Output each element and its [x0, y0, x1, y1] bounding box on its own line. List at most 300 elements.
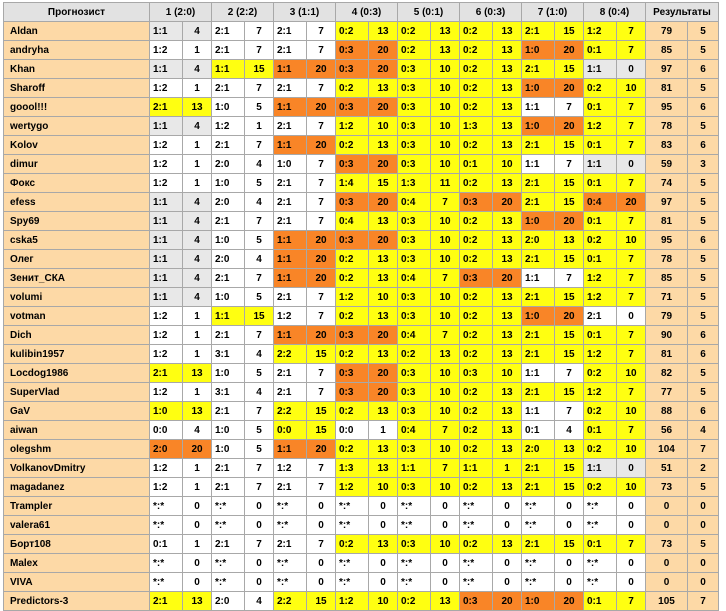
- prediction-score: 2:1: [274, 22, 307, 41]
- header-match-1: 1 (2:0): [150, 3, 212, 22]
- correct-count: 5: [688, 250, 719, 269]
- prediction-score: 0:2: [460, 307, 493, 326]
- prediction-score: *:*: [460, 554, 493, 573]
- prediction-points: 20: [307, 231, 336, 250]
- prediction-points: 7: [245, 478, 274, 497]
- prediction-points: 15: [555, 288, 584, 307]
- prediction-points: 0: [555, 573, 584, 592]
- prediction-score: 0:2: [460, 383, 493, 402]
- prediction-score: 0:1: [584, 212, 617, 231]
- prediction-score: 0:2: [336, 136, 369, 155]
- prediction-points: 7: [617, 421, 646, 440]
- prediction-points: 4: [183, 60, 212, 79]
- prediction-points: 7: [245, 41, 274, 60]
- prediction-score: *:*: [336, 516, 369, 535]
- prediction-points: 0: [617, 60, 646, 79]
- forecaster-name: wertygo: [4, 117, 150, 136]
- prediction-points: 15: [307, 592, 336, 611]
- table-row: [4, 79, 719, 98]
- prediction-score: 2:1: [150, 98, 183, 117]
- prediction-score: 2:1: [522, 459, 555, 478]
- prediction-points: 4: [183, 212, 212, 231]
- prediction-points: 1: [183, 535, 212, 554]
- header-results: Результаты: [646, 3, 719, 22]
- prediction-points: 7: [617, 212, 646, 231]
- prediction-points: 7: [617, 117, 646, 136]
- prediction-score: 2:1: [522, 193, 555, 212]
- forecaster-name: Predictors-3: [4, 592, 150, 611]
- prediction-points: 13: [493, 136, 522, 155]
- prediction-score: 1:1: [584, 155, 617, 174]
- prediction-score: 1:1: [274, 440, 307, 459]
- prediction-score: 0:2: [584, 440, 617, 459]
- prediction-points: 13: [431, 345, 460, 364]
- prediction-score: 0:2: [336, 22, 369, 41]
- table-row: [4, 497, 719, 516]
- prediction-score: 1:0: [522, 79, 555, 98]
- prediction-score: 0:2: [584, 231, 617, 250]
- prediction-points: 10: [431, 364, 460, 383]
- table-row: [4, 383, 719, 402]
- prediction-score: 3:1: [212, 345, 245, 364]
- prediction-points: 0: [183, 516, 212, 535]
- prediction-score: 2:0: [212, 592, 245, 611]
- prediction-score: 0:4: [584, 193, 617, 212]
- prediction-score: *:*: [522, 497, 555, 516]
- prediction-score: 0:2: [336, 440, 369, 459]
- header-match-6: 6 (0:3): [460, 3, 522, 22]
- prediction-score: 1:0: [212, 288, 245, 307]
- prediction-score: 2:0: [150, 440, 183, 459]
- prediction-score: 1:1: [584, 459, 617, 478]
- prediction-score: 0:3: [460, 193, 493, 212]
- prediction-points: 7: [555, 402, 584, 421]
- header-forecaster: Прогнозист: [4, 3, 150, 22]
- prediction-points: 20: [369, 383, 398, 402]
- prediction-score: 1:2: [150, 155, 183, 174]
- prediction-points: 20: [555, 592, 584, 611]
- prediction-points: 15: [555, 136, 584, 155]
- prediction-points: 0: [555, 554, 584, 573]
- prediction-score: 1:1: [150, 193, 183, 212]
- total-points: 81: [646, 79, 688, 98]
- prediction-score: 0:1: [522, 421, 555, 440]
- standings-body: [4, 22, 719, 611]
- prediction-points: 20: [369, 364, 398, 383]
- prediction-score: 1:1: [274, 136, 307, 155]
- correct-count: 5: [688, 117, 719, 136]
- prediction-points: 7: [245, 535, 274, 554]
- prediction-points: 7: [307, 212, 336, 231]
- prediction-score: 0:4: [398, 269, 431, 288]
- prediction-points: 10: [617, 79, 646, 98]
- prediction-score: 1:2: [336, 288, 369, 307]
- prediction-points: 13: [493, 79, 522, 98]
- prediction-score: 2:1: [212, 478, 245, 497]
- total-points: 88: [646, 402, 688, 421]
- prediction-score: 0:2: [336, 307, 369, 326]
- prediction-score: 0:2: [460, 440, 493, 459]
- prediction-points: 13: [369, 136, 398, 155]
- prediction-points: 5: [245, 288, 274, 307]
- prediction-score: 0:3: [398, 402, 431, 421]
- forecaster-name: VIVA: [4, 573, 150, 592]
- prediction-points: 7: [617, 345, 646, 364]
- prediction-score: 0:1: [460, 155, 493, 174]
- table-row: [4, 364, 719, 383]
- prediction-score: 1:1: [150, 288, 183, 307]
- header-match-7: 7 (1:0): [522, 3, 584, 22]
- prediction-score: 0:3: [398, 478, 431, 497]
- prediction-points: 13: [183, 364, 212, 383]
- prediction-points: 0: [617, 155, 646, 174]
- forecaster-name: aiwan: [4, 421, 150, 440]
- prediction-score: *:*: [522, 516, 555, 535]
- prediction-score: 0:2: [460, 326, 493, 345]
- prediction-points: 10: [369, 117, 398, 136]
- prediction-score: 0:3: [398, 535, 431, 554]
- prediction-points: 4: [183, 288, 212, 307]
- prediction-score: *:*: [150, 497, 183, 516]
- prediction-score: 0:2: [460, 98, 493, 117]
- prediction-points: 1: [183, 79, 212, 98]
- prediction-points: 20: [555, 307, 584, 326]
- prediction-score: 2:1: [150, 364, 183, 383]
- table-row: [4, 535, 719, 554]
- prediction-points: 0: [493, 516, 522, 535]
- prediction-score: *:*: [212, 497, 245, 516]
- prediction-score: 1:1: [522, 402, 555, 421]
- prediction-score: 1:1: [150, 212, 183, 231]
- prediction-score: 1:2: [150, 41, 183, 60]
- prediction-score: 2:1: [212, 79, 245, 98]
- prediction-score: 2:1: [274, 478, 307, 497]
- prediction-score: 2:0: [522, 440, 555, 459]
- forecaster-name: cska5: [4, 231, 150, 250]
- prediction-points: 0: [307, 554, 336, 573]
- prediction-points: 10: [431, 98, 460, 117]
- prediction-points: 13: [369, 345, 398, 364]
- prediction-score: *:*: [460, 516, 493, 535]
- correct-count: 6: [688, 402, 719, 421]
- prediction-points: 15: [245, 60, 274, 79]
- prediction-score: 3:1: [212, 383, 245, 402]
- prediction-points: 15: [555, 250, 584, 269]
- table-row: [4, 573, 719, 592]
- correct-count: 3: [688, 155, 719, 174]
- prediction-points: 7: [307, 22, 336, 41]
- prediction-score: 0:2: [460, 212, 493, 231]
- prediction-score: 0:2: [336, 535, 369, 554]
- prediction-points: 0: [617, 459, 646, 478]
- prediction-score: 1:3: [460, 117, 493, 136]
- prediction-points: 0: [617, 554, 646, 573]
- prediction-points: 15: [555, 326, 584, 345]
- prediction-score: 2:0: [212, 155, 245, 174]
- prediction-points: 0: [369, 516, 398, 535]
- prediction-points: 7: [245, 269, 274, 288]
- table-row: [4, 402, 719, 421]
- prediction-score: *:*: [460, 573, 493, 592]
- prediction-score: 0:1: [584, 250, 617, 269]
- forecaster-name: votman: [4, 307, 150, 326]
- prediction-points: 20: [493, 269, 522, 288]
- prediction-points: 1: [183, 383, 212, 402]
- prediction-score: 1:0: [212, 421, 245, 440]
- prediction-points: 4: [245, 250, 274, 269]
- prediction-score: 2:1: [522, 250, 555, 269]
- prediction-score: 1:1: [212, 60, 245, 79]
- prediction-score: 0:1: [584, 98, 617, 117]
- prediction-score: 2:1: [212, 326, 245, 345]
- prediction-points: 20: [307, 269, 336, 288]
- prediction-score: 2:1: [212, 402, 245, 421]
- prediction-points: 13: [493, 212, 522, 231]
- prediction-score: 1:0: [212, 364, 245, 383]
- prediction-points: 4: [245, 345, 274, 364]
- table-row: [4, 440, 719, 459]
- prediction-points: 13: [493, 326, 522, 345]
- correct-count: 5: [688, 174, 719, 193]
- prediction-score: 2:1: [274, 288, 307, 307]
- prediction-score: 1:1: [522, 364, 555, 383]
- forecaster-name: Spy69: [4, 212, 150, 231]
- total-points: 90: [646, 326, 688, 345]
- prediction-points: 10: [431, 60, 460, 79]
- correct-count: 4: [688, 421, 719, 440]
- prediction-points: 1: [369, 421, 398, 440]
- prediction-points: 0: [369, 554, 398, 573]
- prediction-points: 13: [493, 402, 522, 421]
- prediction-points: 7: [431, 193, 460, 212]
- header-match-5: 5 (0:1): [398, 3, 460, 22]
- prediction-points: 10: [431, 383, 460, 402]
- prediction-points: 7: [431, 326, 460, 345]
- prediction-points: 10: [617, 478, 646, 497]
- total-points: 95: [646, 98, 688, 117]
- prediction-score: 0:1: [584, 535, 617, 554]
- prediction-points: 7: [617, 174, 646, 193]
- prediction-points: 4: [245, 383, 274, 402]
- prediction-score: 2:1: [274, 212, 307, 231]
- prediction-score: 1:1: [274, 326, 307, 345]
- prediction-score: 0:3: [398, 231, 431, 250]
- correct-count: 5: [688, 193, 719, 212]
- prediction-points: 20: [307, 326, 336, 345]
- table-row: [4, 41, 719, 60]
- prediction-points: 1: [183, 174, 212, 193]
- prediction-score: 2:1: [522, 326, 555, 345]
- prediction-points: 7: [431, 421, 460, 440]
- prediction-score: 1:0: [522, 307, 555, 326]
- prediction-points: 7: [307, 41, 336, 60]
- forecaster-name: kulibin1957: [4, 345, 150, 364]
- prediction-points: 0: [555, 497, 584, 516]
- prediction-score: 0:2: [460, 174, 493, 193]
- prediction-score: 1:1: [398, 459, 431, 478]
- forecaster-name: Trampler: [4, 497, 150, 516]
- prediction-score: 1:1: [212, 307, 245, 326]
- table-row: [4, 60, 719, 79]
- prediction-score: 1:2: [584, 383, 617, 402]
- prediction-points: 20: [555, 41, 584, 60]
- prediction-points: 13: [369, 250, 398, 269]
- total-points: 95: [646, 231, 688, 250]
- prediction-score: 0:4: [336, 212, 369, 231]
- prediction-score: 0:2: [460, 79, 493, 98]
- prediction-points: 13: [369, 269, 398, 288]
- table-row: [4, 269, 719, 288]
- prediction-score: 1:0: [522, 592, 555, 611]
- prediction-points: 0: [183, 497, 212, 516]
- total-points: 79: [646, 307, 688, 326]
- prediction-score: 1:2: [274, 307, 307, 326]
- prediction-points: 4: [183, 269, 212, 288]
- prediction-score: 1:0: [522, 212, 555, 231]
- prediction-score: 2:1: [212, 535, 245, 554]
- prediction-points: 1: [493, 459, 522, 478]
- prediction-score: 1:1: [522, 98, 555, 117]
- prediction-score: 1:0: [212, 98, 245, 117]
- correct-count: 7: [688, 592, 719, 611]
- prediction-score: 2:1: [522, 345, 555, 364]
- forecaster-name: Locdog1986: [4, 364, 150, 383]
- prediction-points: 4: [245, 592, 274, 611]
- prediction-score: 1:2: [584, 22, 617, 41]
- prediction-points: 5: [245, 231, 274, 250]
- table-row: [4, 345, 719, 364]
- prediction-score: 0:2: [460, 250, 493, 269]
- prediction-points: 13: [493, 60, 522, 79]
- correct-count: 5: [688, 41, 719, 60]
- correct-count: 6: [688, 60, 719, 79]
- prediction-score: 0:2: [336, 402, 369, 421]
- prediction-score: 0:2: [460, 41, 493, 60]
- prediction-points: 13: [493, 478, 522, 497]
- prediction-score: 0:3: [398, 79, 431, 98]
- prediction-score: *:*: [522, 554, 555, 573]
- prediction-points: 20: [369, 231, 398, 250]
- prediction-points: 0: [555, 516, 584, 535]
- prediction-points: 0: [369, 497, 398, 516]
- prediction-points: 10: [431, 155, 460, 174]
- prediction-points: 10: [369, 478, 398, 497]
- prediction-score: 0:3: [398, 383, 431, 402]
- prediction-points: 1: [245, 117, 274, 136]
- prediction-score: 0:2: [584, 478, 617, 497]
- prediction-points: 7: [617, 592, 646, 611]
- forecaster-name: SuperVlad: [4, 383, 150, 402]
- total-points: 77: [646, 383, 688, 402]
- prediction-points: 13: [493, 250, 522, 269]
- prediction-points: 1: [183, 307, 212, 326]
- prediction-points: 0: [183, 573, 212, 592]
- prediction-points: 0: [617, 516, 646, 535]
- total-points: 74: [646, 174, 688, 193]
- prediction-points: 7: [617, 269, 646, 288]
- prediction-score: 2:1: [274, 174, 307, 193]
- prediction-score: 2:1: [274, 535, 307, 554]
- total-points: 104: [646, 440, 688, 459]
- prediction-points: 13: [493, 41, 522, 60]
- prediction-points: 1: [183, 345, 212, 364]
- prediction-score: 2:1: [522, 60, 555, 79]
- prediction-score: 1:2: [584, 117, 617, 136]
- prediction-score: 2:1: [274, 79, 307, 98]
- prediction-score: 1:0: [150, 402, 183, 421]
- prediction-score: 2:1: [522, 383, 555, 402]
- prediction-points: 10: [617, 402, 646, 421]
- table-row: [4, 250, 719, 269]
- prediction-points: 10: [617, 440, 646, 459]
- header-row: [4, 3, 719, 22]
- prediction-points: 13: [369, 402, 398, 421]
- prediction-score: 0:0: [336, 421, 369, 440]
- prediction-score: 0:1: [584, 326, 617, 345]
- prediction-score: *:*: [398, 554, 431, 573]
- prediction-score: 1:2: [212, 117, 245, 136]
- prediction-score: 0:3: [398, 288, 431, 307]
- prediction-points: 20: [369, 155, 398, 174]
- prediction-points: 0: [307, 516, 336, 535]
- correct-count: 5: [688, 307, 719, 326]
- prediction-points: 0: [431, 554, 460, 573]
- prediction-points: 7: [617, 22, 646, 41]
- prediction-points: 1: [183, 136, 212, 155]
- prediction-points: 4: [555, 421, 584, 440]
- prediction-points: 7: [245, 79, 274, 98]
- prediction-points: 7: [245, 212, 274, 231]
- prediction-points: 7: [431, 269, 460, 288]
- prediction-points: 13: [493, 288, 522, 307]
- prediction-score: 2:1: [522, 174, 555, 193]
- prediction-points: 20: [307, 60, 336, 79]
- table-row: [4, 22, 719, 41]
- correct-count: 5: [688, 212, 719, 231]
- prediction-points: 13: [493, 345, 522, 364]
- prediction-score: 2:1: [274, 41, 307, 60]
- prediction-score: 0:3: [336, 98, 369, 117]
- prediction-score: 2:0: [522, 231, 555, 250]
- table-row: [4, 98, 719, 117]
- prediction-score: 2:1: [522, 478, 555, 497]
- prediction-score: 1:2: [150, 383, 183, 402]
- prediction-score: 0:3: [398, 250, 431, 269]
- prediction-score: 0:2: [398, 592, 431, 611]
- total-points: 82: [646, 364, 688, 383]
- prediction-score: 1:1: [274, 60, 307, 79]
- prediction-points: 7: [617, 288, 646, 307]
- prediction-points: 7: [245, 326, 274, 345]
- prediction-score: 0:2: [584, 402, 617, 421]
- prediction-score: 0:3: [398, 60, 431, 79]
- prediction-score: 0:0: [274, 421, 307, 440]
- prediction-points: 15: [555, 22, 584, 41]
- prediction-points: 10: [369, 592, 398, 611]
- prediction-score: 0:2: [460, 60, 493, 79]
- prediction-score: 0:2: [460, 231, 493, 250]
- prediction-points: 15: [555, 383, 584, 402]
- prediction-score: 0:3: [336, 383, 369, 402]
- prediction-score: 2:1: [212, 269, 245, 288]
- table-row: [4, 459, 719, 478]
- prediction-score: 1:2: [150, 174, 183, 193]
- prediction-points: 20: [307, 98, 336, 117]
- prediction-points: 1: [183, 478, 212, 497]
- prediction-score: 1:1: [274, 250, 307, 269]
- total-points: 59: [646, 155, 688, 174]
- header-match-2: 2 (2:2): [212, 3, 274, 22]
